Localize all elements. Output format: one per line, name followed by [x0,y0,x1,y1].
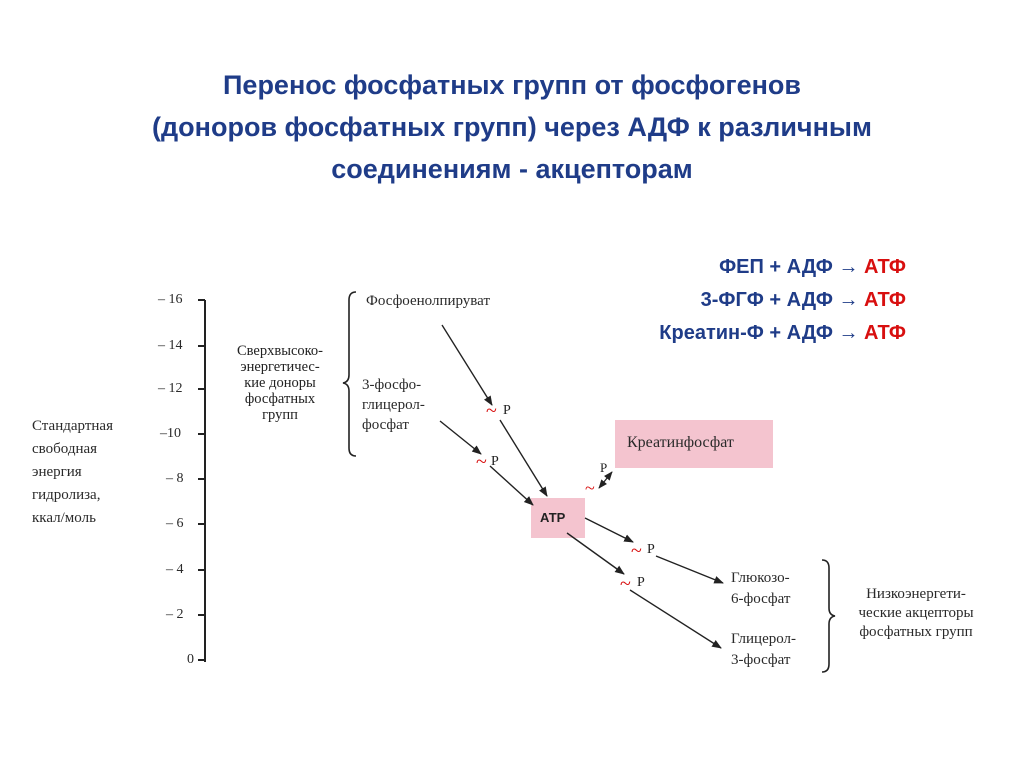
tilde-symbol: ~ [486,400,497,422]
glycerate-to-p-arrow [440,421,481,454]
tick-label: – 4 [166,562,184,577]
reaction-arrow-icon: → [838,256,859,278]
donors-brace [343,292,356,456]
compound-creatine-phosphate: Креатинфосфат [627,434,734,451]
title-line-1: Перенос фосфатных групп от фосфогенов [223,70,801,100]
p-to-glycerol-arrow [630,590,721,648]
tick-label: – 8 [166,471,184,486]
tick-label: – 16 [158,292,183,307]
equation-3pg: 3-ФГФ + АДФ → АТФ [700,289,906,311]
tick-label: – 2 [166,607,184,622]
phosphate-label: P [491,454,499,469]
pep-to-p-arrow [442,325,492,405]
compound-3-phosphoglycerate: 3-фосфо- глицерол- фосфат [362,377,425,433]
phosphate-label: P [503,403,511,418]
acceptors-brace [822,560,835,672]
tilde-symbol: ~ [631,540,642,562]
tilde-symbol: ~ [585,478,595,498]
low-energy-acceptors-label: Низкоэнергети- ческие акцепторы фосфатных групп [858,586,974,640]
reaction-arrow-icon: → [838,322,859,344]
equation-creatine: Креатин-Ф + АДФ → АТФ [659,322,906,344]
p-to-glucose-arrow [656,556,723,583]
tick-label: – 14 [158,338,183,353]
compound-atp: АТР [540,510,566,525]
tick-label: –10 [160,426,181,441]
tick-label: 0 [187,652,194,667]
phosphate-label: P [647,542,655,557]
compound-glucose-6-phosphate: Глюкозо- 6-фосфат [731,570,791,607]
reaction-arrow-icon: → [838,289,859,311]
compound-glycerol-3-phosphate: Глицерол- 3-фосфат [731,631,797,668]
high-energy-donors-label: Сверхвысоко- энергетичес- кие доноры фосфатных групп [236,343,324,423]
tilde-symbol: ~ [476,451,487,473]
p-to-atp-arrow-2 [490,466,533,505]
tick-label: – 12 [158,381,183,396]
phosphate-label: P [637,575,645,590]
compound-pep: Фосфоенолпируват [366,293,491,309]
atp-to-p-arrow-2 [567,533,624,574]
axis-label: Стандартная свободная энергия гидролиза, ккал/моль [32,418,113,526]
tick-label: – 6 [166,516,184,531]
title-line-3: соединениям - акцепторам [331,154,693,184]
equation-pep: ФЕП + АДФ → АТФ [719,256,906,278]
phosphate-label: P [600,460,608,475]
tilde-symbol: ~ [620,573,631,595]
p-to-atp-arrow [500,420,547,496]
title-line-2: (доноров фосфатных групп) через АДФ к различным [152,112,872,142]
atp-to-p-arrow [585,518,633,542]
